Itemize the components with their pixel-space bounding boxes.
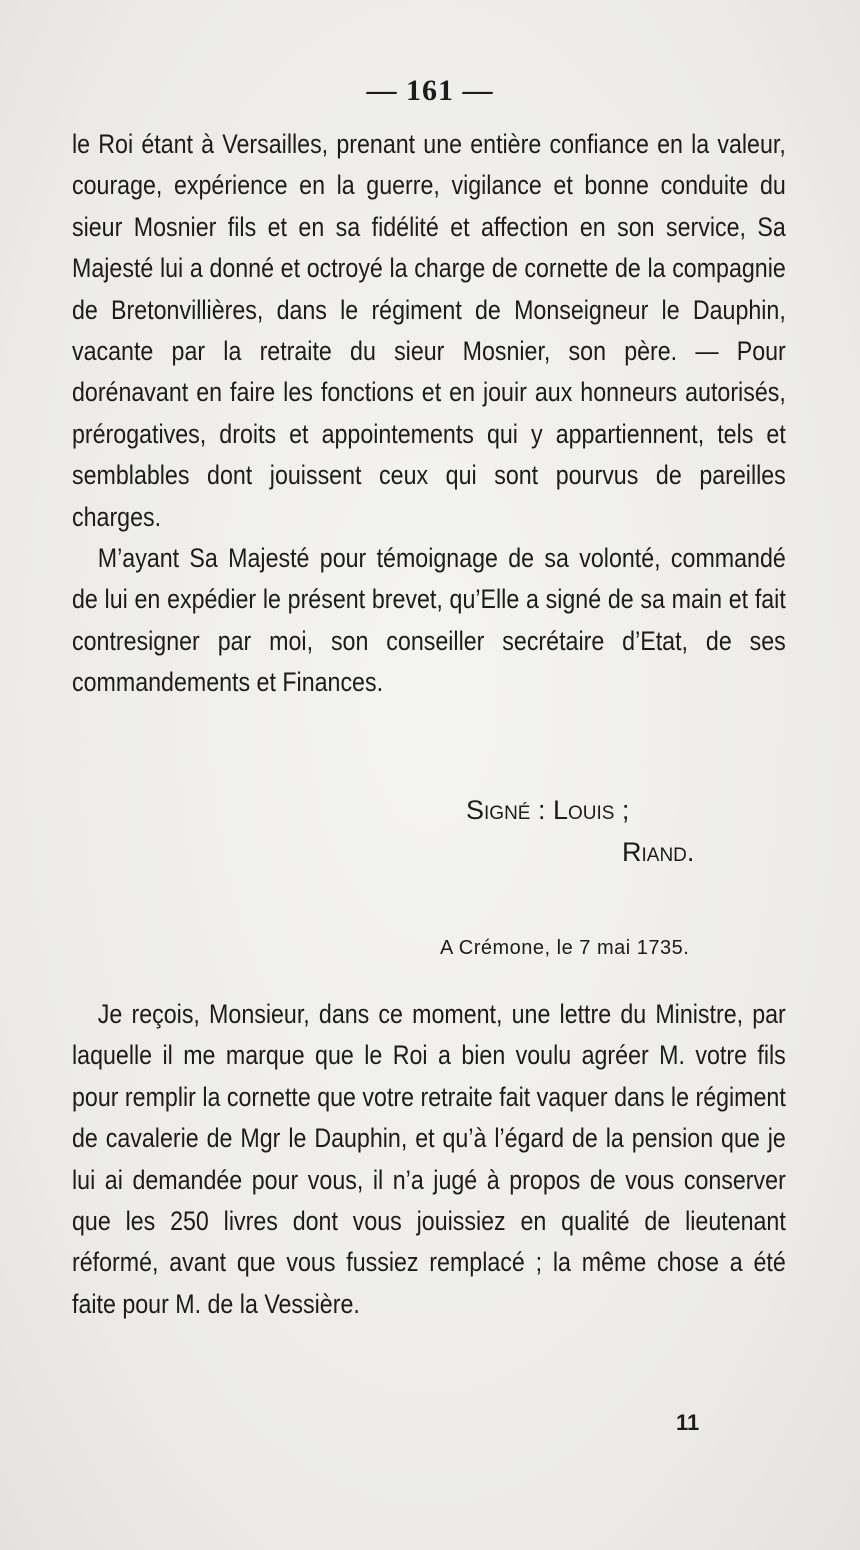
letter-dateline: A Crémone, le 7 mai 1735. — [440, 937, 690, 959]
text-block-top — [72, 124, 786, 704]
printer-signature-mark: 11 — [676, 1410, 700, 1435]
page-number: — 161 — — [366, 74, 494, 107]
text-block-bottom — [72, 994, 786, 1325]
signature-king — [466, 790, 629, 831]
signature-secretary — [622, 832, 694, 873]
paragraph-brevet: le Roi étant à Versailles, prenant une entière confiance en la valeur, courage, expérience en la guerre, vigilance et bonne conduite du sieur Mosnier fils et en sa fidélité et affection en son service, Sa Majesté lui a donné et octroyé la charge de cornette de la compagnie de Bretonvillières, dans le régiment de Monseigneur le Dauphin, vacante par la retraite du sieur Mosnier, son père. — Pour dorénavant en faire les fonctions et en jouir aux honneurs autorisés, prérogatives, droits et appointements qui y appartiennent, tels et semblables dont jouissent ceux qui sont pourvus de pareilles charges. — [72, 129, 786, 532]
signature-king-text: Signé : Louis ; — [466, 795, 630, 825]
paragraph-letter: Je reçois, Monsieur, dans ce moment, une lettre du Ministre, par laquelle il me marque que le Roi a bien voulu agréer M. votre fils pour remplir la cornette que votre retraite fait vaquer dans le régiment de cavalerie de Mgr le Dauphin, et qu’à l’égard de la pension que je lui ai demandée pour vous, il n’a jugé à propos de vous conserver que les 250 livres dont vous jouissiez en qualité de lieutenant réformé, avant que vous fussiez remplacé ; la même chose a été faite pour M. de la Vessière. — [72, 999, 786, 1319]
paragraph-command: M’ayant Sa Majesté pour témoignage de sa volonté, commandé de lui en expédier le présent brevet, qu’Elle a signé de sa main et fait contresigner par moi, son conseiller secrétaire d’Etat, de ses commandements et Finances. — [72, 543, 786, 698]
signature-secretary-text: Riand. — [622, 837, 695, 867]
